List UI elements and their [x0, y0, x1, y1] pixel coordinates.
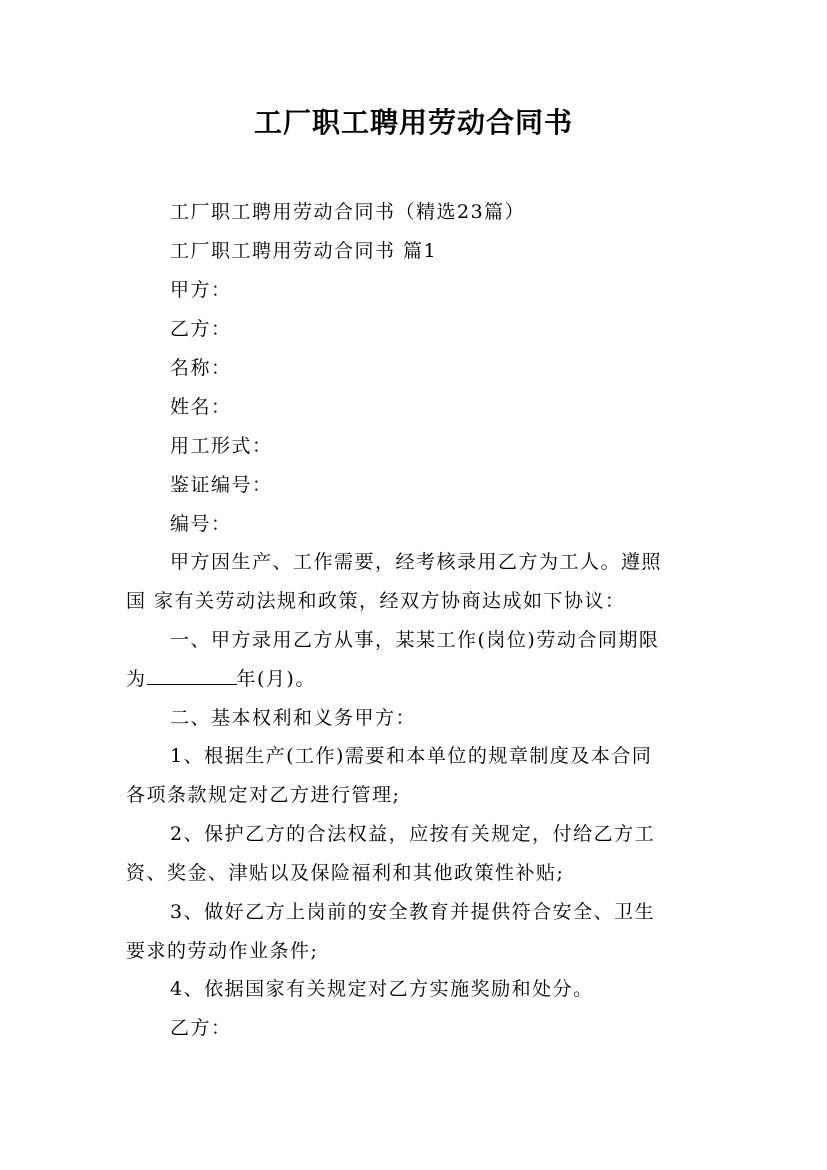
blank-underline [147, 666, 237, 685]
paragraph-line: 国 家有关劳动法规和政策，经双方协商达成如下协议： [126, 590, 626, 612]
contract-term-line [126, 666, 706, 692]
number-label: 编号： [170, 513, 232, 535]
paragraph-line: 1、根据生产(工作)需要和本单位的规章制度及本合同 [170, 745, 653, 767]
certification-number-label: 鉴证编号： [170, 474, 273, 496]
section-heading: 工厂职工聘用劳动合同书 篇1 [170, 240, 438, 262]
section-heading: 二、基本权利和义务甲方： [170, 707, 417, 729]
paragraph-line: 2、保护乙方的合法权益，应按有关规定，付给乙方工 [170, 823, 656, 845]
person-name-label: 姓名： [170, 396, 232, 418]
subtitle-line: 工厂职工聘用劳动合同书（精选23篇） [170, 201, 526, 223]
paragraph-line: 4、依据国家有关规定对乙方实施奖励和处分。 [170, 978, 594, 1000]
paragraph-line: 各项条款规定对乙方进行管理; [126, 784, 401, 806]
paragraph-line: 要求的劳动作业条件; [126, 940, 319, 962]
party-b-heading: 乙方： [170, 1017, 232, 1039]
name-label: 名称： [170, 357, 232, 379]
contract-term-prefix: 为 [126, 668, 147, 690]
party-b-label: 乙方： [170, 318, 232, 340]
party-a-label: 甲方： [170, 279, 232, 301]
document-title: 工厂职工聘用劳动合同书 [253, 106, 573, 139]
paragraph-line: 甲方因生产、工作需要，经考核录用乙方为工人。遵照 [170, 551, 663, 573]
paragraph-line: 一、甲方录用乙方从事，某某工作(岗位)劳动合同期限 [170, 629, 660, 651]
paragraph-line: 资、奖金、津贴以及保险福利和其他政策性补贴; [126, 862, 565, 884]
employment-form-label: 用工形式： [170, 435, 273, 457]
paragraph-line: 3、做好乙方上岗前的安全教育并提供符合安全、卫生 [170, 901, 656, 923]
contract-term-suffix: 年(月)。 [236, 668, 316, 690]
